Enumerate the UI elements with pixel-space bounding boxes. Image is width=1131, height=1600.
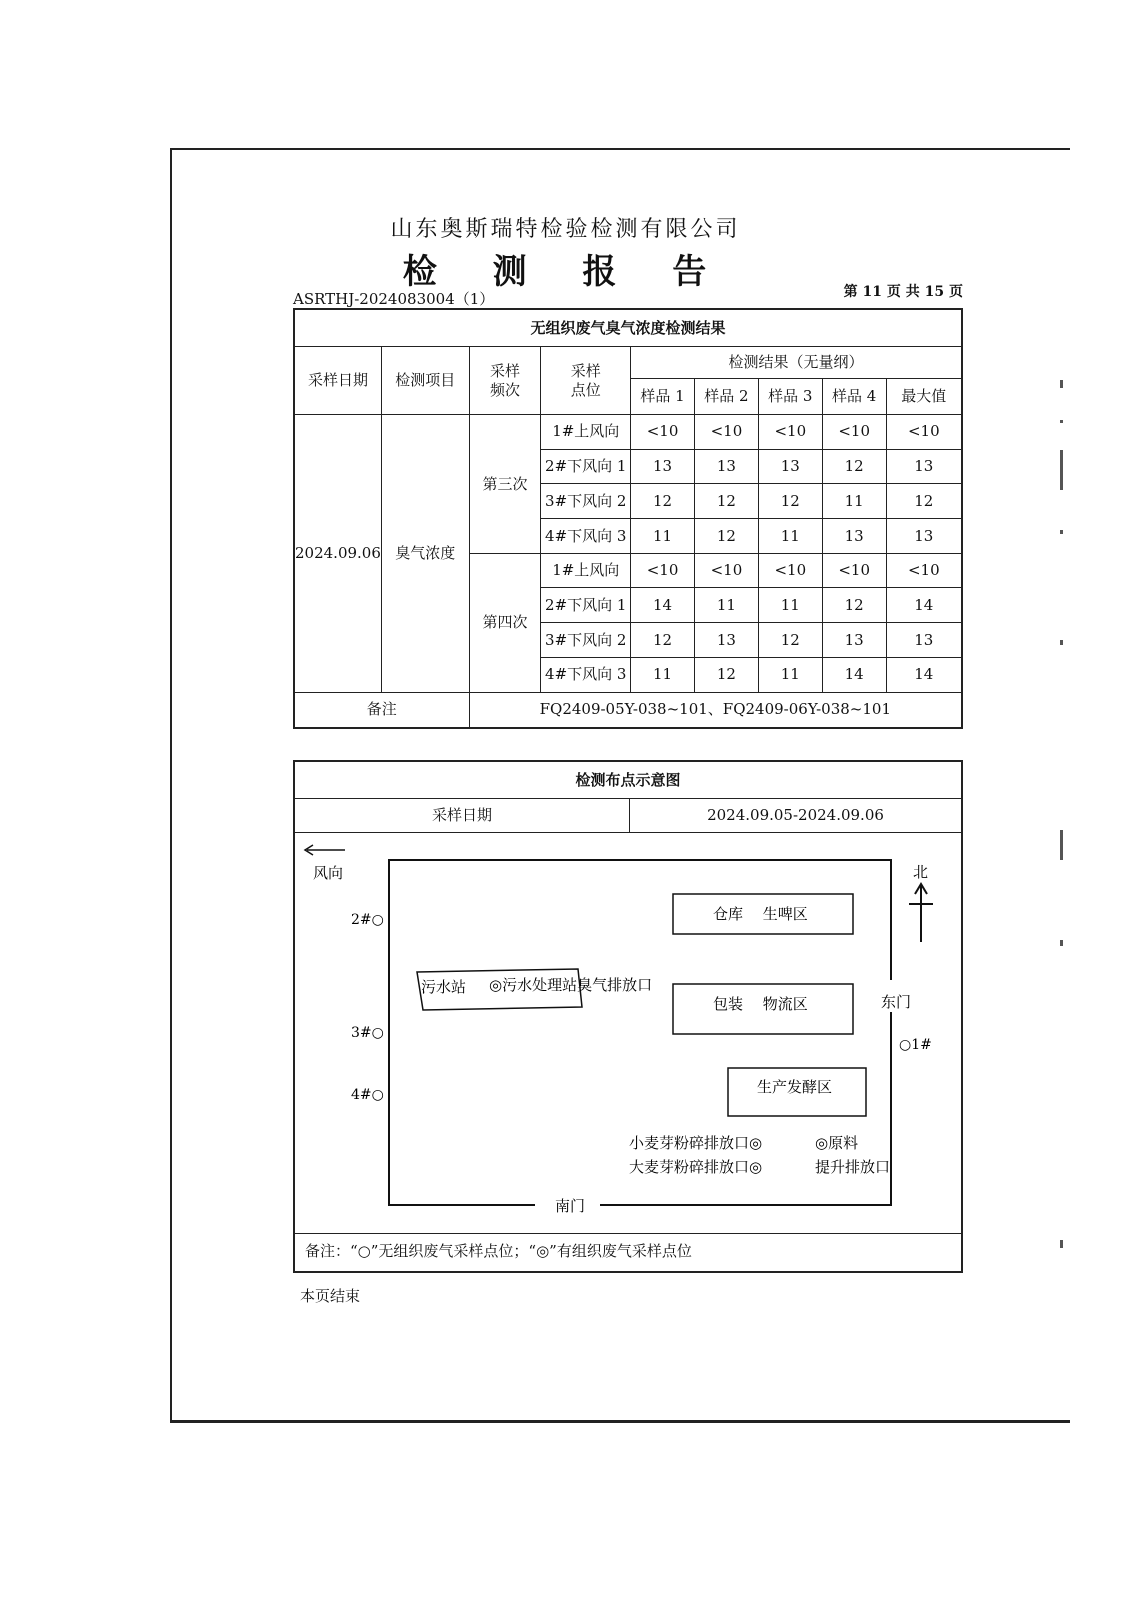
header-sample-2: 样品 2: [695, 379, 759, 415]
header-freq: 采样 频次: [469, 347, 541, 415]
test-item-cell: 臭气浓度: [381, 415, 469, 693]
sample-value-cell: <10: [695, 553, 759, 588]
results-table: [293, 308, 963, 729]
sample-value-cell: 14: [822, 657, 886, 692]
site-diagram-svg: [295, 832, 961, 1233]
east-gate-label: 东门: [881, 993, 912, 1011]
sample-value-cell: 11: [758, 588, 822, 623]
sample-value-cell: <10: [758, 553, 822, 588]
max-value-cell: 13: [886, 449, 962, 484]
results-title: 无组织废气臭气浓度检测结果: [294, 309, 962, 347]
sample-value-cell: 11: [695, 588, 759, 623]
max-value-cell: 12: [886, 484, 962, 519]
sample-value-cell: 12: [695, 484, 759, 519]
scan-edge-marks: [1060, 380, 1066, 1280]
sample-value-cell: 12: [822, 449, 886, 484]
sample-value-cell: <10: [631, 415, 695, 450]
sample-value-cell: <10: [695, 415, 759, 450]
sample-value-cell: 12: [822, 588, 886, 623]
sample-value-cell: 12: [758, 623, 822, 658]
point-4-label: 4#○: [351, 1087, 384, 1103]
sample-value-cell: <10: [822, 553, 886, 588]
max-value-cell: <10: [886, 415, 962, 450]
sample-value-cell: 11: [822, 484, 886, 519]
sample-value-cell: 12: [631, 623, 695, 658]
sample-value-cell: 13: [631, 449, 695, 484]
wind-label: 风向: [313, 864, 344, 882]
remark-label: 备注: [294, 692, 469, 728]
wheat-outlet-label: 小麦芽粉碎排放口◎: [629, 1134, 763, 1152]
sampling-point-cell: 3#下风向 2: [541, 484, 631, 519]
sample-value-cell: 11: [631, 519, 695, 554]
site-boundary: [389, 860, 891, 1205]
header-point: 采样 点位: [541, 347, 631, 415]
sampling-point-cell: 4#下风向 3: [541, 657, 631, 692]
sample-value-cell: <10: [822, 415, 886, 450]
table-row: [294, 415, 962, 450]
page-frame-top: [170, 148, 1070, 150]
sampling-point-cell: 2#下风向 1: [541, 449, 631, 484]
report-title: 检 测 报 告: [402, 252, 729, 292]
page-end-text: 本页结束: [300, 1287, 361, 1305]
frequency-cell: 第三次: [469, 415, 541, 554]
sample-value-cell: 13: [822, 519, 886, 554]
sampling-point-cell: 1#上风向: [541, 553, 631, 588]
sampling-point-cell: 4#下风向 3: [541, 519, 631, 554]
sample-value-cell: <10: [631, 553, 695, 588]
max-value-cell: 13: [886, 519, 962, 554]
header-result: 检测结果（无量纲）: [631, 347, 962, 379]
layout-note: 备注：“○”无组织废气采样点位；“◎”有组织废气采样点位: [305, 1242, 692, 1260]
sample-value-cell: 13: [822, 623, 886, 658]
header-sample-1: 样品 1: [631, 379, 695, 415]
sewage-outlet-label: ◎污水处理站臭气排放口: [489, 976, 653, 994]
sample-value-cell: 13: [695, 449, 759, 484]
warehouse-label: 仓库 生啤区: [713, 905, 808, 923]
max-value-cell: 14: [886, 588, 962, 623]
remark-value: FQ2409-05Y-038~101、FQ2409-06Y-038~101: [469, 692, 962, 728]
north-label: 北: [913, 863, 929, 881]
sample-value-cell: 11: [758, 519, 822, 554]
lift-outlet-label: 提升排放口: [815, 1158, 891, 1176]
header-item: 检测项目: [381, 347, 469, 415]
point-1-label: ○1#: [899, 1037, 932, 1053]
sample-value-cell: 14: [631, 588, 695, 623]
sampling-point-cell: 2#下风向 1: [541, 588, 631, 623]
sample-value-cell: 13: [695, 623, 759, 658]
frequency-cell: 第四次: [469, 553, 541, 692]
header-date: 采样日期: [294, 347, 381, 415]
sample-value-cell: 12: [758, 484, 822, 519]
header-sample-3: 样品 3: [758, 379, 822, 415]
raw-material-label: ◎原料: [815, 1134, 859, 1152]
sampling-date-cell: 2024.09.06: [294, 415, 381, 693]
layout-date-value: 2024.09.05-2024.09.06: [707, 806, 884, 824]
sample-value-cell: 12: [695, 657, 759, 692]
sampling-point-cell: 1#上风向: [541, 415, 631, 450]
page-frame-bottom: [170, 1420, 1070, 1423]
max-value-cell: <10: [886, 553, 962, 588]
south-gate-label: 南门: [555, 1197, 586, 1215]
company-name: 山东奥斯瑞特检验检测有限公司: [390, 217, 741, 242]
sample-value-cell: 12: [631, 484, 695, 519]
layout-diagram-panel: [293, 760, 963, 1273]
packaging-label: 包装 物流区: [713, 995, 808, 1013]
site-diagram: [295, 832, 961, 1234]
site-boundary-east: [600, 1012, 891, 1205]
point-3-label: 3#○: [351, 1025, 384, 1041]
layout-title: 检测布点示意图: [295, 762, 961, 799]
header-sample-5: 最大值: [886, 379, 962, 415]
barley-outlet-label: 大麦芽粉碎排放口◎: [629, 1158, 763, 1176]
page-number: 第 11 页 共 15 页: [843, 284, 963, 300]
sample-value-cell: 13: [758, 449, 822, 484]
layout-date-label: 采样日期: [295, 798, 630, 832]
sample-value-cell: <10: [758, 415, 822, 450]
header-sample-4: 样品 4: [822, 379, 886, 415]
sample-value-cell: 11: [631, 657, 695, 692]
max-value-cell: 13: [886, 623, 962, 658]
sample-value-cell: 11: [758, 657, 822, 692]
fermentation-label: 生产发酵区: [757, 1078, 833, 1096]
layout-date-row: [295, 798, 961, 833]
page-frame-left: [170, 148, 172, 1420]
sewage-station-label: 污水站: [421, 978, 467, 996]
sampling-point-cell: 3#下风向 2: [541, 623, 631, 658]
sample-value-cell: 12: [695, 519, 759, 554]
max-value-cell: 14: [886, 657, 962, 692]
report-number: ASRTHJ-2024083004（1）: [293, 290, 495, 308]
point-2-label: 2#○: [351, 912, 384, 928]
